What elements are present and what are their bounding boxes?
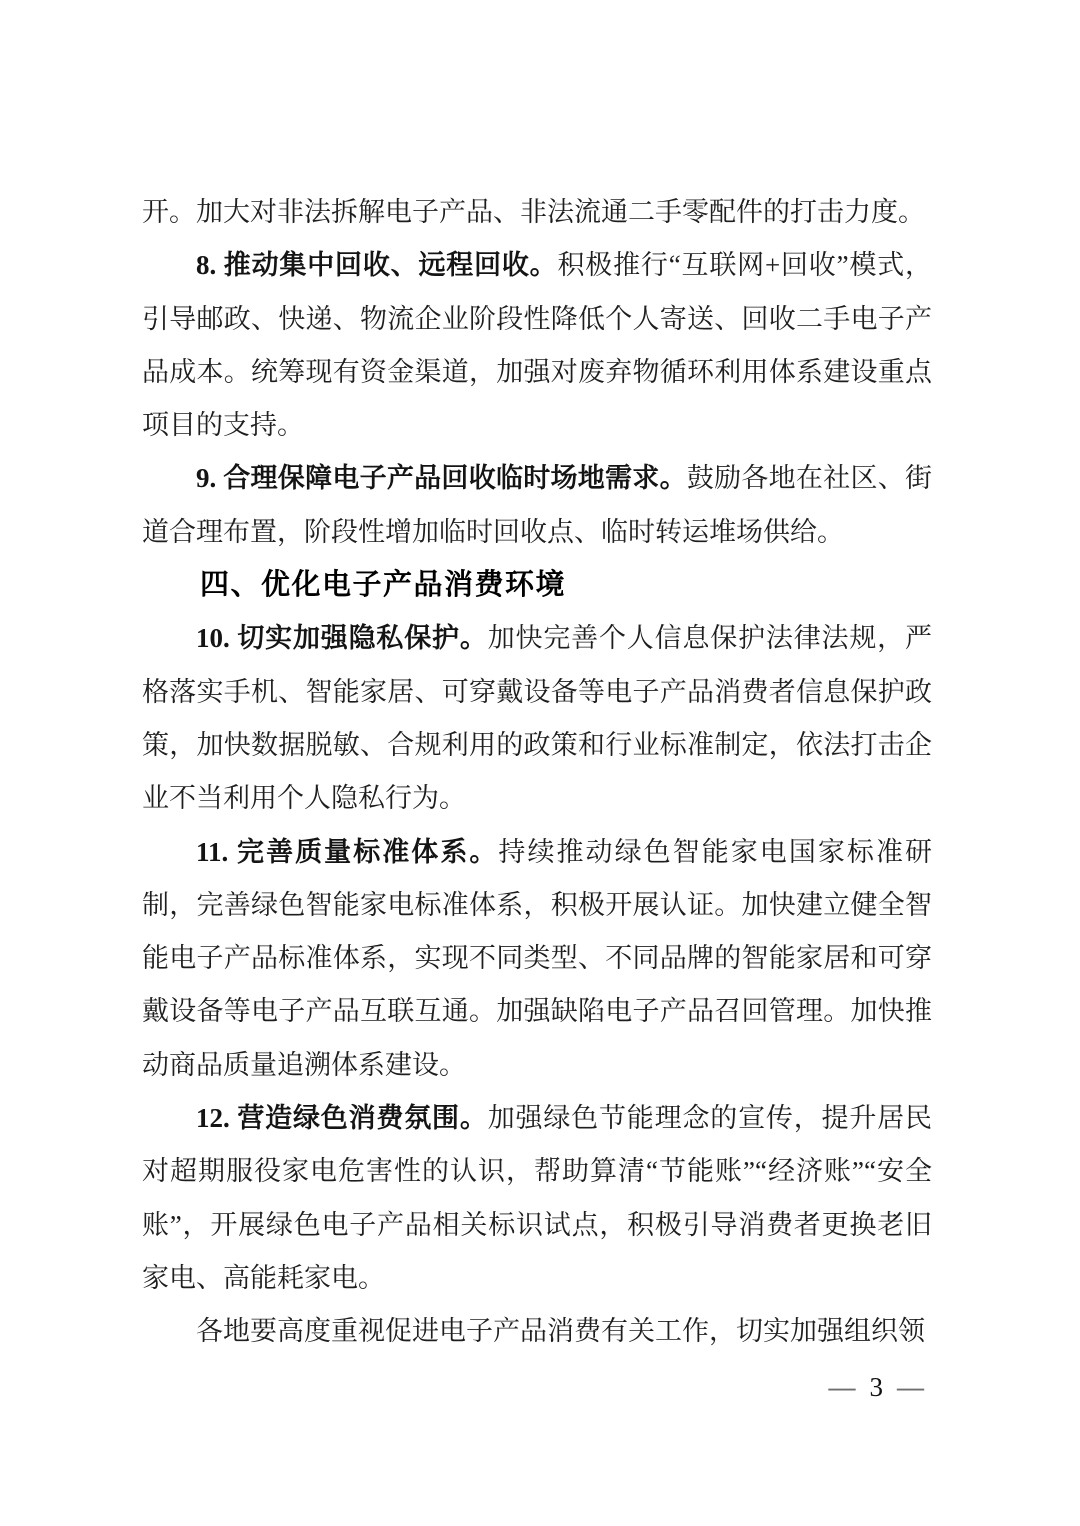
paragraph-item-9 — [142, 452, 932, 559]
section-heading-4: 四、优化电子产品消费环境 — [200, 569, 567, 602]
paragraph-closing — [142, 1305, 932, 1358]
paragraph-item-8 — [142, 239, 932, 452]
item-10-text: 加快完善个人信息保护法律法规，严格落实手机、智能家居、可穿戴设备等电子产品消费者信息保护政策，加快数据脱敏、合规利用的政策和行业标准制定，依法打击企业不当利用个人隐私行为。 — [142, 623, 933, 814]
paragraph-item-10 — [142, 612, 932, 825]
item-9-text: 鼓励各地在社区、街道合理布置，阶段性增加临时回收点、临时转运堆场供给。 — [142, 463, 933, 547]
item-11-text: 持续推动绿色智能家电国家标准研制，完善绿色智能家电标准体系，积极开展认证。加快建立健全智能电子产品标准体系，实现不同类型、不同品牌的智能家居和可穿戴设备等电子产品互联互通。加强缺陷电子产品召回管理。加快推动商品质量追溯体系建设。 — [142, 836, 932, 1080]
item-8-text: 积极推行“互联网+回收”模式，引导邮政、快递、物流企业阶段性降低个人寄送、回收二手电子产品成本。统筹现有资金渠道，加强对废弃物循环利用体系建设重点项目的支持。 — [142, 250, 932, 441]
paragraph-item-12 — [142, 1092, 932, 1305]
paragraph-item-11 — [142, 826, 932, 1092]
item-10-lead: 10. 切实加强隐私保护。 — [196, 623, 488, 654]
page-number-left-dash: — — [828, 1372, 856, 1402]
paragraph-continuation — [142, 186, 932, 239]
item-12-text: 加强绿色节能理念的宣传，提升居民对超期服役家电危害性的认识，帮助算清“节能账”“经济账”“安全账”，开展绿色电子产品相关标识试点，积极引导消费者更换老旧家电、高能耗家电。 — [142, 1103, 933, 1293]
page-number — [829, 1372, 925, 1402]
item-12-lead: 12. 营造绿色消费氛围。 — [196, 1103, 488, 1134]
item-8-lead: 8. 推动集中回收、远程回收。 — [196, 250, 558, 281]
paragraph-closing-text: 各地要高度重视促进电子产品消费有关工作，切实加强组织领 — [196, 1316, 925, 1347]
page-number-value: 3 — [869, 1372, 883, 1402]
paragraph-continuation-text: 开。加大对非法拆解电子产品、非法流通二手零配件的打击力度。 — [142, 197, 925, 227]
document-body — [142, 186, 932, 1359]
item-9-lead: 9. 合理保障电子产品回收临时场地需求。 — [196, 463, 687, 494]
item-11-lead: 11. 完善质量标准体系。 — [196, 836, 499, 867]
page-number-right-dash: — — [897, 1372, 924, 1402]
